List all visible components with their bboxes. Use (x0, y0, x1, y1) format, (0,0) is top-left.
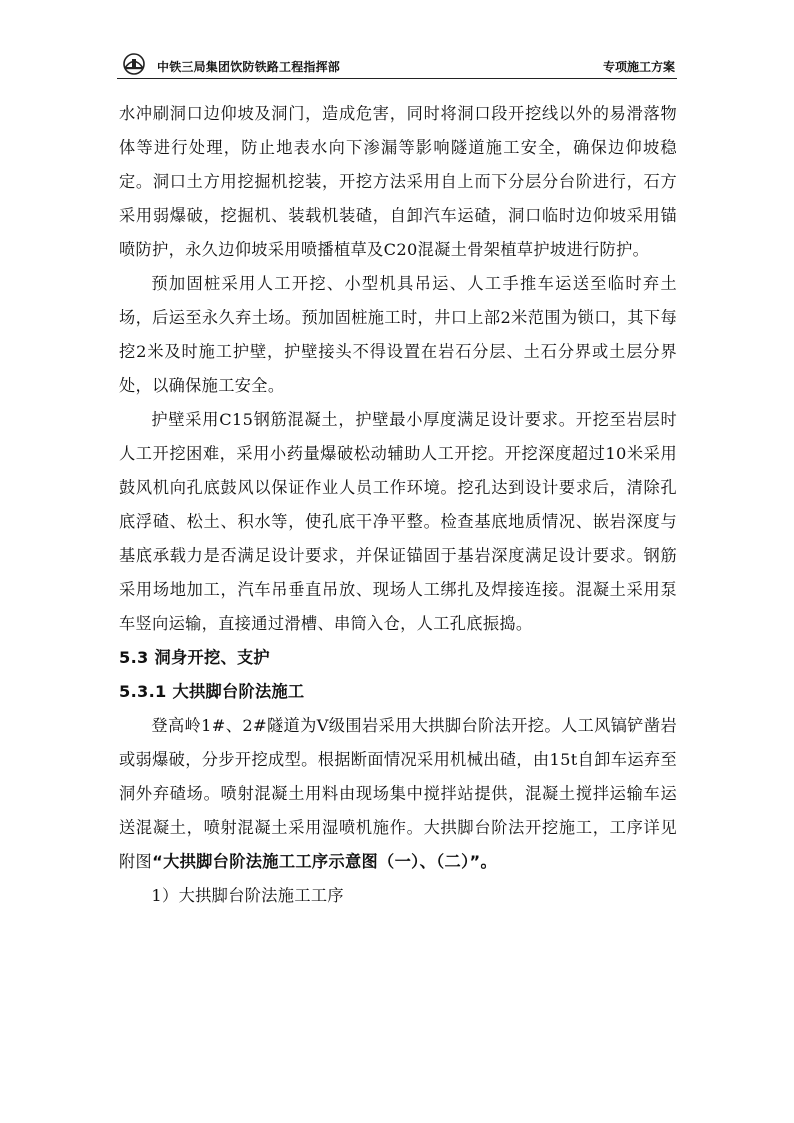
document-body (119, 97, 677, 913)
paragraph-arch-method (119, 709, 677, 879)
paragraph-retaining-wall: 护壁采用C15钢筋混凝土，护壁最小厚度满足设计要求。开挖至岩层时人工开挖困难，采用小药量爆破松动辅助人工开挖。开挖深度超过10米采用鼓风机向孔底鼓风以保证作业人员工作环境。挖孔达到设计要求后，清除孔底浮碴、松土、积水等，使孔底干净平整。检查基底地质情况、嵌岩深度与基底承载力是否满足设计要求，并保证锚固于基岩深度满足设计要求。钢筋采用场地加工，汽车吊垂直吊放、现场人工绑扎及焊接连接。混凝土采用泵车竖向运输，直接通过滑槽、串筒入仓，人工孔底振捣。 (119, 410, 677, 633)
header-organization: 中铁三局集团饮防铁路工程指挥部 (157, 60, 341, 74)
china-railway-logo-icon (119, 53, 149, 75)
figure-reference: “大拱脚台阶法施工工序示意图（一）、（二）”。 (152, 852, 498, 871)
paragraph-slope-protection: 水冲刷洞口边仰坡及洞门，造成危害，同时将洞口段开挖线以外的易滑落物体等进行处理，防止地表水向下渗漏等影响隧道施工安全，确保边仰坡稳定。洞口土方用挖掘机挖装，开挖方法采用自上而下分层分台阶进行，石方采用弱爆破，挖掘机、装载机装碴，自卸汽车运碴，洞口临时边仰坡采用锚喷防护，永久边仰坡采用喷播植草及C20混凝土骨架植草护坡进行防护。 (119, 104, 677, 259)
section-heading-5-3: 5.3 洞身开挖、支护 (119, 648, 270, 667)
page-header (117, 56, 677, 79)
arch-method-text: 登高岭1#、2#隧道为Ⅴ级围岩采用大拱脚台阶法开挖。人工风镐铲凿岩或弱爆破，分步开挖成型。根据断面情况采用机械出碴，由15t自卸车运弃至洞外弃碴场。喷射混凝土用料由现场集中搅拌站提供，混凝土搅拌运输车运送混凝土，喷射混凝土采用湿喷机施作。大拱脚台阶法开挖施工，工序详见附图 (119, 716, 677, 871)
paragraph-pile-excavation: 预加固桩采用人工开挖、小型机具吊运、人工手推车运送至临时弃土场，后运至永久弃土场。预加固桩施工时，井口上部2米范围为锁口，其下每挖2米及时施工护壁，护壁接头不得设置在岩石分层、土石分界或土层分界处，以确保施工安全。 (119, 274, 677, 395)
header-document-type: 专项施工方案 (602, 60, 675, 74)
list-item-procedure: 1）大拱脚台阶法施工工序 (151, 886, 344, 905)
section-heading-5-3-1: 5.3.1 大拱脚台阶法施工 (119, 682, 305, 701)
